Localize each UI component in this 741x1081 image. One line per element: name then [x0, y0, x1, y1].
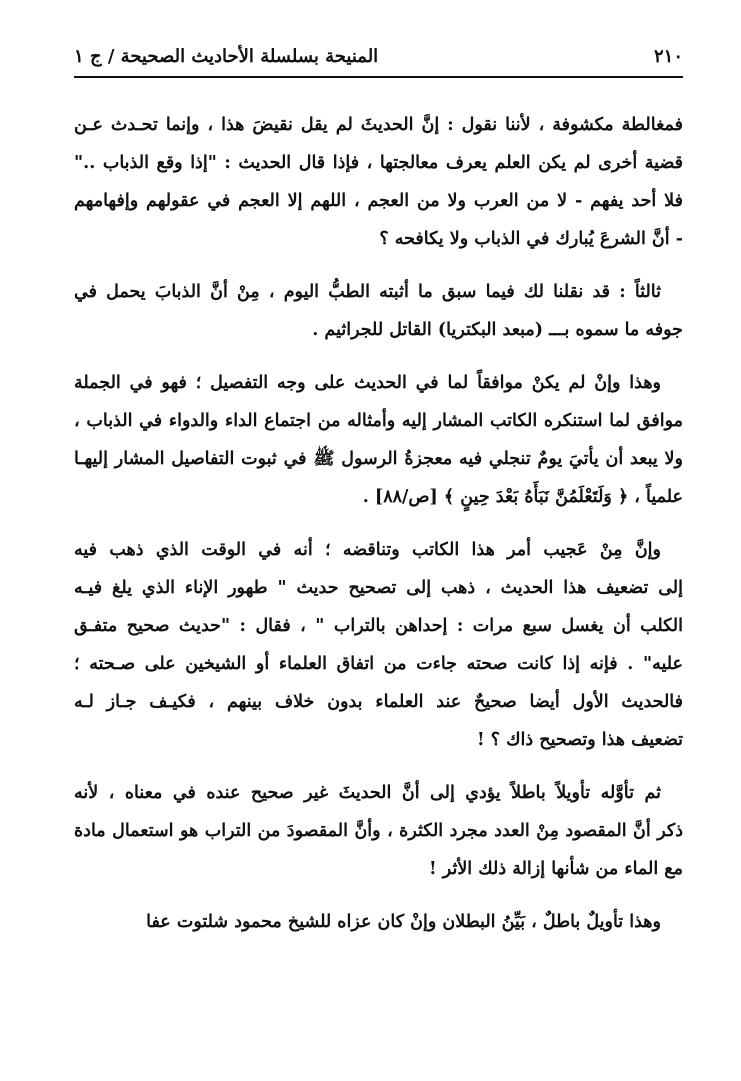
text-line: - أنَّ الشرعَ يُبارك في الذباب ولا يكافحه ؟	[379, 229, 683, 249]
paragraph	[74, 273, 683, 349]
text-line: وهذا وإنْ لم يكنْ موافقاً لما في الحديث على وجه التفصيل ؛ فهو في الجملة	[74, 373, 661, 393]
page-header	[74, 40, 683, 72]
paragraph	[74, 531, 683, 759]
paragraph	[74, 903, 683, 941]
text-line: إلى تضعيف هذا الحديث ، ذهب إلى تصحيح حديث " طهور الإناء الذي يلغ فيـه	[74, 578, 683, 598]
text-line: موافق لما استنكره الكاتب المشار إليه وأمثاله من اجتماع الداء والدواء في الذباب ،	[74, 411, 683, 431]
running-title: المنيحة بسلسلة الأحاديث الصحيحة / ج ١	[74, 45, 379, 67]
paragraph	[74, 106, 683, 258]
text-line: علمياً ، ﴿ وَلَتَعْلَمُنَّ نَبَأَهُ بَعْدَ حِينٍ ﴾ [ص/٨٨] .	[362, 487, 683, 507]
text-line: ثالثاً : قد نقلنا لك فيما سبق ما أثبته الطبُّ اليوم ، مِنْ أنَّ الذبابَ يحمل في	[74, 282, 661, 302]
text-line: ذكر أنَّ المقصود مِنْ العدد مجرد الكثرة ، وأنَّ المقصودَ من التراب هو استعمال مادة	[74, 821, 683, 841]
text-line: فالحديث الأول أيضا صحيحٌ عند العلماء بدون خلاف بينهم ، فكيـف جـاز لـه	[74, 692, 683, 712]
text-line: وإنَّ مِنْ عَجيب أمر هذا الكاتب وتناقضه ؛ أنه في الوقت الذي ذهب فيه	[74, 540, 661, 560]
text-line: ثم تأوَّله تأويلاً باطلاً يؤدي إلى أنَّ الحديثَ غير صحيح عنده في معناه ، لأنه	[74, 783, 661, 803]
paragraph	[74, 774, 683, 888]
text-line: ولا يبعد أن يأتيَ يومٌ تنجلي فيه معجزةُ الرسول ﷺ في ثبوت التفاصيل المشار إليهـا	[74, 449, 683, 469]
text-line: عليه" . فإنه إذا كانت صحته جاءت من اتفاق العلماء أو الشيخين على صـحته ؛	[74, 654, 683, 674]
text-line: الكلب أن يغسل سبع مرات : إحداهن بالتراب " ، فقال : "حديث صحيح متفـق	[74, 616, 683, 636]
text-line: قضية أخرى لم يكن العلم يعرف معالجتها ، فإذا قال الحديث : "إذا وقع الذباب .."	[74, 153, 683, 173]
text-line: تضعيف هذا وتصحيح ذاك ؟ !	[476, 730, 683, 750]
text-line: جوفه ما سموه بـــ (مبعد البكتريا) القاتل للجراثيم .	[312, 320, 683, 340]
text-line: فلا أحد يفهم - لا من العرب ولا من العجم ، اللهم إلا العجم في عقولهم وإفهامهم	[74, 191, 683, 211]
paragraph	[74, 364, 683, 516]
body-text	[74, 106, 683, 956]
page-number: ٢١٠	[653, 45, 683, 67]
text-line: وهذا تأويلٌ باطلٌ ، بَيِّنُ البطلان وإنْ كان عزاه للشيخ محمود شلتوت عفا	[146, 912, 661, 932]
header-divider	[74, 76, 683, 78]
text-line: فمغالطة مكشوفة ، لأننا نقول : إنَّ الحديثَ لم يقل نقيضَ هذا ، وإنما تحـدث عـن	[74, 115, 683, 135]
text-line: مع الماء من شأنها إزالة ذلك الأثر !	[429, 859, 683, 879]
